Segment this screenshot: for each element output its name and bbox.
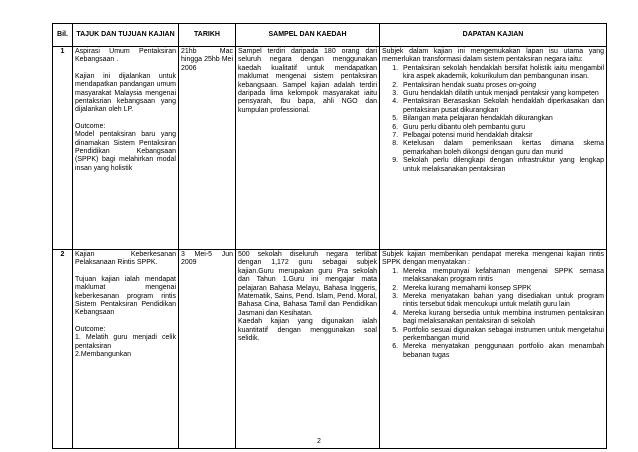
dapatan-cell — [380, 250, 607, 449]
tarikh-cell: 3 Mei-5 Jun 2009 — [179, 250, 236, 449]
table-header-row — [53, 24, 607, 47]
tajuk-line: Kajian ini dijalankan untuk mendapatkan pandangan umum masyarakat Malaysia mengenai pentaksrian kebangsaan yang dijalankan oleh LP. — [75, 72, 176, 114]
dapatan-list — [382, 268, 604, 360]
row-number: 1 — [53, 47, 73, 250]
list-item: 3. Mereka menyatakan bahan yang disediakan untuk program rintis tersebut tidak mencukupi untuk melatih guru lain — [400, 293, 604, 310]
list-item: 9. Sekolah perlu dilengkapi dengan infrastruktur yang lengkap untuk melaksanakan pentaksiran — [400, 157, 604, 174]
sampel-text: 500 sekolah diseluruh negara terlibat dengan 1,172 guru sebagai subjek kajian.Guru merupakan guru Pra sekolah dan Tahun 1.Guru ini mengajar mata pelajaran Bahasa Melayu, Bahasa Inggeris, Matematik, Sains, Pend. Islam, Pend. Moral, Bahasa Cina, Bahasa Tamil dan Pendidikan Jasmani dan Kesihatan. — [238, 251, 377, 317]
sampel-cell: Sampel terdiri daripada 180 orang dari seluruh negara dengan menggunakan kaedah kualitatif untuk mendapatkan maklumat mengenai sistem pentaksiran kebangsaan. Sampel kajian adalah terdiri daripada lima kelompok masyarakat iaitu pensyarah, Ibu bapa, ahli NGO dan kumpulan professional. — [236, 47, 380, 250]
list-item: 7. Pelbagai potensi murid hendaklah ditaksir — [400, 132, 604, 140]
header-dapatan: DAPATAN KAJIAN — [380, 24, 607, 47]
sampel-text: Kaedah kajian yang digunakan ialah kuantitatif dengan menggunakan soal selidik. — [238, 318, 377, 343]
row-number: 2 — [53, 250, 73, 449]
research-table — [52, 23, 607, 449]
header-tarikh: TARIKH — [179, 24, 236, 47]
header-tajuk: TAJUK DAN TUJUAN KAJIAN — [73, 24, 179, 47]
header-bil: Bil. — [53, 24, 73, 47]
tajuk-line: Model pentaksiran baru yang dinamakan Sistem Pentaksiran Pendidikan Kebangsaan (SPPK) bagi melahirkan modal insan yang holistik — [75, 131, 176, 172]
tajuk-cell — [73, 47, 179, 250]
tarikh-cell: 21hb Mac hingga 25hb Mei 2006 — [179, 47, 236, 250]
list-item: 8. Ketelusan dalam pemeriksaan kertas dimana skema pemarkahan boleh dikongsi dengan guru dan murid — [400, 140, 604, 157]
list-item: 2. Pentaksiran hendak suatu proses on-going — [400, 82, 604, 90]
table-row — [53, 250, 607, 449]
sampel-cell — [236, 250, 380, 449]
list-item: 4. Mereka kurang bersedia untuk membina instrumen pentaksiran bagi melaksanakan pentaksiran di sekolah — [400, 310, 604, 327]
tajuk-line: 1. Melatih guru menjadi celik pentaksiran — [75, 334, 176, 350]
tajuk-cell — [73, 250, 179, 449]
table-row — [53, 47, 607, 250]
tajuk-line: Outcome: — [75, 325, 106, 333]
list-item: 4. Pentaksiran Berasaskan Sekolah hendaklah diperkasakan dan pentaksiran pusat dikurangkan — [400, 98, 604, 115]
list-item: 5. Portfolio sesuai digunakan sebagai instrumen untuk mengetahui perkembangan murid — [400, 327, 604, 344]
list-item: 2. Mereka kurang memahami konsep SPPK — [400, 285, 604, 293]
list-item: 1. Pentaksiran sekolah hendaklah bersifat holistik iaitu mengambil kira aspek akademik, kokurikulum dan pembangunan insan. — [400, 65, 604, 82]
tajuk-line: Tujuan kajian ialah mendapat maklumat mengenai keberkesanan program rintis Sistem Pentaksiran Pendidikan Kebangsaan — [75, 275, 176, 317]
tajuk-line: Kajian Keberkesanan Pelaksanaan Rintis SPPK. — [75, 251, 176, 267]
list-item: 3. Guru hendaklah dilatih untuk menjadi pentaksir yang kompeten — [400, 90, 604, 98]
dapatan-list — [382, 65, 604, 174]
tajuk-line: 2.Membangunkan — [75, 351, 132, 359]
list-item: 6. Mereka menyatakan penggunaan portfolio akan menambah bebanan tugas — [400, 343, 604, 360]
dapatan-intro: Subjek kajian memberikan pendapat mereka mengenai kajian rintis SPPK dengan menyatakan : — [382, 251, 604, 267]
header-sampel: SAMPEL DAN KAEDAH — [236, 24, 380, 47]
dapatan-cell — [380, 47, 607, 250]
tajuk-line: Outcome: — [75, 122, 106, 130]
list-item: 1. Mereka mempunyai kefahaman mengenai SPPK semasa melaksanakan program rintis — [400, 268, 604, 285]
tajuk-line: Aspirasi Umum Pentaksiran Kebangsaan . — [75, 48, 176, 64]
dapatan-intro: Subjek dalam kajian ini mengemukakan lapan isu utama yang memerlukan transformasi dalam sistem pentaksiran negara iaitu: — [382, 48, 604, 64]
list-item: 6. Guru perlu dibantu oleh pembantu guru — [400, 124, 604, 132]
list-item: 5. Bilangan mata pelajaran hendaklah dikurangkan — [400, 115, 604, 123]
page-number: 2 — [317, 438, 321, 445]
